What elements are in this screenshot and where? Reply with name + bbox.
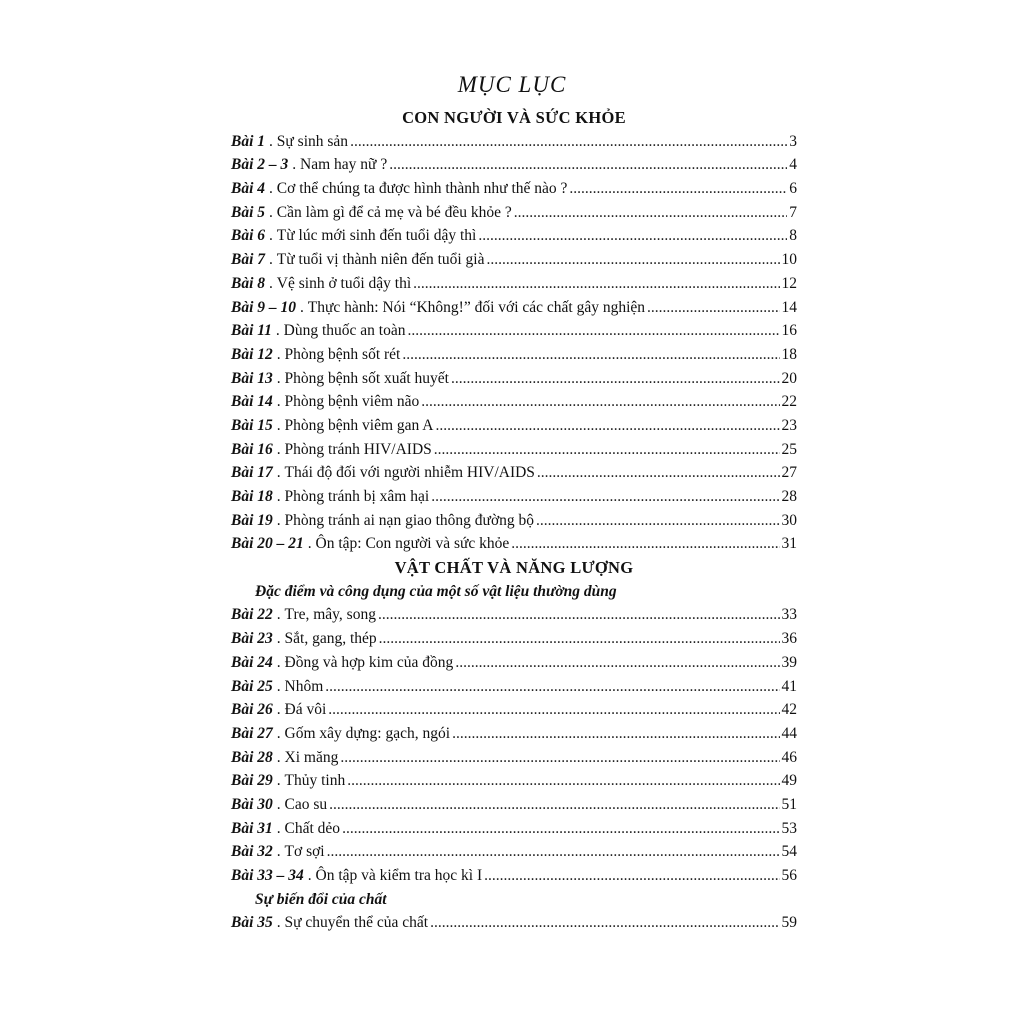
page-number: 41	[781, 677, 797, 695]
page-title: MỤC LỤC	[457, 72, 567, 97]
lesson-title: Cần làm gì để cả mẹ và bé đều khỏe ?	[276, 203, 512, 221]
lesson-title: Dùng thuốc an toàn	[283, 322, 406, 340]
lesson-separator: .	[292, 156, 301, 174]
toc-entry	[231, 864, 797, 888]
dot-leader	[402, 343, 779, 367]
lesson-title: Đá vôi	[284, 701, 327, 719]
dot-leader	[537, 461, 780, 485]
subsection-heading: Đặc điểm và công dụng của một số vật liệu thường dùng	[255, 582, 617, 600]
toc-entry	[231, 461, 797, 485]
lesson-title: Từ tuổi vị thành niên đến tuổi già	[276, 251, 485, 269]
page-number: 14	[781, 298, 797, 316]
page-number: 12	[781, 274, 797, 292]
toc-entry	[231, 248, 797, 272]
toc-entry	[231, 698, 797, 722]
page-number: 27	[781, 464, 797, 482]
toc-entry	[231, 224, 797, 248]
lesson-title: Phòng bệnh sốt xuất huyết	[284, 369, 449, 387]
lesson-title: Thái độ đối với người nhiễm HIV/AIDS	[284, 464, 535, 482]
lesson-number: Bài 4	[231, 180, 266, 198]
toc-entry	[231, 817, 797, 841]
lesson-number: Bài 23	[231, 630, 273, 648]
toc-entry	[231, 296, 797, 320]
lesson-separator: .	[269, 203, 277, 221]
page-number: 46	[781, 748, 797, 766]
lesson-title: Ôn tập: Con người và sức khỏe	[315, 535, 510, 553]
lesson-number: Bài 20 – 21	[231, 535, 304, 553]
toc-entry	[231, 627, 797, 651]
lesson-number: Bài 19	[231, 511, 273, 529]
lesson-separator: .	[276, 511, 285, 529]
toc-entry	[231, 911, 797, 935]
lesson-title: Thủy tinh	[284, 772, 346, 790]
toc-entry	[231, 367, 797, 391]
lesson-title: Chất dẻo	[284, 819, 341, 837]
page-number: 54	[781, 843, 797, 861]
lesson-number: Bài 24	[231, 653, 273, 671]
lesson-separator: .	[276, 653, 285, 671]
page-number: 16	[781, 322, 797, 340]
page-number: 36	[781, 630, 797, 648]
dot-leader	[379, 627, 780, 651]
lesson-number: Bài 32	[231, 843, 273, 861]
dot-leader	[478, 224, 787, 248]
dot-leader	[421, 390, 779, 414]
lesson-title: Gốm xây dựng: gạch, ngói	[284, 724, 451, 742]
dot-leader	[569, 177, 787, 201]
lesson-title: Tre, mây, song	[284, 606, 376, 624]
dot-leader	[487, 248, 780, 272]
page-number: 18	[781, 345, 797, 363]
lesson-separator: .	[276, 819, 285, 837]
lesson-separator: .	[307, 535, 316, 553]
lesson-number: Bài 31	[231, 819, 273, 837]
dot-leader	[340, 746, 779, 770]
dot-leader	[328, 698, 779, 722]
lesson-separator: .	[276, 416, 285, 434]
page-number: 49	[781, 772, 797, 790]
lesson-separator: .	[276, 724, 285, 742]
lesson-number: Bài 27	[231, 724, 273, 742]
lesson-title: Thực hành: Nói “Không!” đối với các chất gây nghiện	[307, 298, 646, 316]
lesson-separator: .	[276, 345, 285, 363]
dot-leader	[484, 864, 779, 888]
section-heading: CON NGƯỜI VÀ SỨC KHỎE	[402, 108, 626, 127]
dot-leader	[325, 675, 779, 699]
lesson-separator: .	[276, 440, 285, 458]
lesson-title: Vệ sinh ở tuổi dậy thì	[276, 274, 412, 292]
lesson-number: Bài 30	[231, 795, 273, 813]
toc-entry	[231, 840, 797, 864]
toc-entry	[231, 153, 797, 177]
page-number: 4	[789, 156, 797, 174]
dot-leader	[430, 911, 779, 935]
lesson-separator: .	[276, 677, 285, 695]
lesson-title: Từ lúc mới sinh đến tuổi dậy thì	[276, 227, 477, 245]
subsection-heading: Sự biến đổi của chất	[255, 890, 387, 908]
table-of-contents	[231, 106, 797, 935]
lesson-number: Bài 5	[231, 203, 266, 221]
lesson-separator: .	[276, 393, 285, 411]
toc-entry	[231, 675, 797, 699]
dot-leader	[436, 414, 780, 438]
page-number: 10	[781, 251, 797, 269]
lesson-number: Bài 26	[231, 701, 273, 719]
lesson-number: Bài 17	[231, 464, 273, 482]
lesson-number: Bài 35	[231, 914, 273, 932]
lesson-number: Bài 6	[231, 227, 266, 245]
toc-entry	[231, 390, 797, 414]
lesson-number: Bài 12	[231, 345, 273, 363]
dot-leader	[647, 296, 779, 320]
toc-entry	[231, 272, 797, 296]
page-number: 20	[781, 369, 797, 387]
dot-leader	[327, 840, 780, 864]
page-number: 7	[789, 203, 797, 221]
dot-leader	[514, 201, 787, 225]
lesson-number: Bài 15	[231, 416, 273, 434]
lesson-number: Bài 33 – 34	[231, 867, 304, 884]
lesson-title: Xi măng	[284, 748, 339, 766]
page-number: 25	[781, 440, 797, 458]
lesson-separator: .	[300, 298, 308, 316]
lesson-separator: .	[269, 251, 277, 269]
lesson-number: Bài 14	[231, 393, 273, 411]
toc-entry	[231, 485, 797, 509]
lesson-title: Phòng tránh HIV/AIDS	[284, 440, 432, 458]
lesson-number: Bài 2 – 3	[231, 156, 289, 174]
lesson-separator: .	[269, 180, 277, 198]
lesson-number: Bài 13	[231, 369, 273, 387]
lesson-title: Đồng và hợp kim của đồng	[284, 653, 454, 671]
lesson-separator: .	[276, 748, 285, 766]
toc-entry	[231, 746, 797, 770]
dot-leader	[389, 153, 787, 177]
toc-entry	[231, 438, 797, 462]
lesson-title: Cơ thể chúng ta được hình thành như thế nào ?	[276, 180, 568, 198]
lesson-separator: .	[276, 488, 285, 505]
lesson-separator: .	[269, 274, 277, 292]
lesson-number: Bài 11	[231, 322, 272, 340]
dot-leader	[452, 722, 779, 746]
page-number: 3	[789, 132, 797, 150]
lesson-title: Cao su	[284, 795, 328, 813]
dot-leader	[413, 272, 779, 296]
lesson-number: Bài 29	[231, 772, 273, 790]
toc-entry	[231, 201, 797, 225]
page-number: 59	[781, 914, 797, 932]
page-number: 42	[781, 701, 797, 719]
page-number: 30	[781, 511, 797, 529]
page-number: 31	[781, 535, 797, 553]
page-number: 56	[781, 867, 797, 884]
dot-leader	[536, 509, 779, 533]
page-number: 28	[781, 488, 797, 505]
page-number: 44	[781, 724, 797, 742]
lesson-separator: .	[275, 322, 284, 340]
dot-leader	[342, 817, 779, 841]
lesson-number: Bài 28	[231, 748, 273, 766]
lesson-title: Phòng bệnh viêm não	[284, 393, 420, 411]
toc-entry	[231, 130, 797, 154]
lesson-title: Sắt, gang, thép	[284, 630, 377, 648]
lesson-number: Bài 1	[231, 132, 266, 150]
dot-leader	[329, 793, 779, 817]
page-number: 53	[781, 819, 797, 837]
dot-leader	[408, 319, 780, 343]
section-heading: VẬT CHẤT VÀ NĂNG LƯỢNG	[394, 558, 634, 578]
lesson-number: Bài 18	[231, 488, 273, 505]
page-number: 22	[781, 393, 797, 411]
lesson-separator: .	[276, 630, 285, 648]
lesson-title: Sự sinh sản	[276, 132, 349, 150]
lesson-number: Bài 7	[231, 251, 266, 269]
dot-leader	[431, 485, 779, 509]
lesson-number: Bài 16	[231, 440, 273, 458]
lesson-title: Nhôm	[284, 677, 324, 695]
lesson-separator: .	[276, 606, 285, 624]
lesson-title: Phòng tránh bị xâm hại	[284, 488, 430, 505]
lesson-separator: .	[269, 132, 277, 150]
page-number: 51	[781, 795, 797, 813]
toc-entry	[231, 343, 797, 367]
lesson-number: Bài 22	[231, 606, 273, 624]
lesson-separator: .	[269, 227, 277, 245]
page-number: 6	[789, 180, 797, 198]
lesson-title: Nam hay nữ ?	[300, 156, 388, 174]
page-number: 8	[789, 227, 797, 245]
toc-entry	[231, 651, 797, 675]
dot-leader	[455, 651, 779, 675]
dot-leader	[378, 603, 780, 627]
dot-leader	[350, 130, 787, 154]
dot-leader	[511, 532, 779, 556]
lesson-title: Phòng tránh ai nạn giao thông đường bộ	[284, 511, 535, 529]
toc-entry	[231, 509, 797, 533]
lesson-title: Phòng bệnh sốt rét	[284, 345, 401, 363]
page-number: 39	[781, 653, 797, 671]
dot-leader	[451, 367, 780, 391]
toc-entry	[231, 532, 797, 556]
lesson-separator: .	[307, 867, 316, 884]
lesson-number: Bài 9 – 10	[231, 298, 297, 316]
toc-entry	[231, 414, 797, 438]
lesson-separator: .	[276, 701, 285, 719]
lesson-title: Phòng bệnh viêm gan A	[284, 416, 434, 434]
toc-entry	[231, 769, 797, 793]
toc-entry	[231, 722, 797, 746]
toc-entry	[231, 603, 797, 627]
toc-entry	[231, 793, 797, 817]
lesson-separator: .	[276, 843, 285, 861]
lesson-separator: .	[276, 369, 285, 387]
dot-leader	[434, 438, 780, 462]
toc-entry	[231, 319, 797, 343]
lesson-separator: .	[276, 772, 285, 790]
lesson-separator: .	[276, 464, 285, 482]
toc-entry	[231, 177, 797, 201]
lesson-number: Bài 25	[231, 677, 273, 695]
lesson-number: Bài 8	[231, 274, 266, 292]
lesson-title: Tơ sợi	[284, 843, 325, 861]
lesson-title: Ôn tập và kiểm tra học kì I	[315, 867, 483, 884]
dot-leader	[347, 769, 779, 793]
lesson-separator: .	[276, 795, 285, 813]
page-number: 33	[781, 606, 797, 624]
lesson-title: Sự chuyển thể của chất	[284, 914, 429, 932]
page-number: 23	[781, 416, 797, 434]
lesson-separator: .	[276, 914, 285, 932]
